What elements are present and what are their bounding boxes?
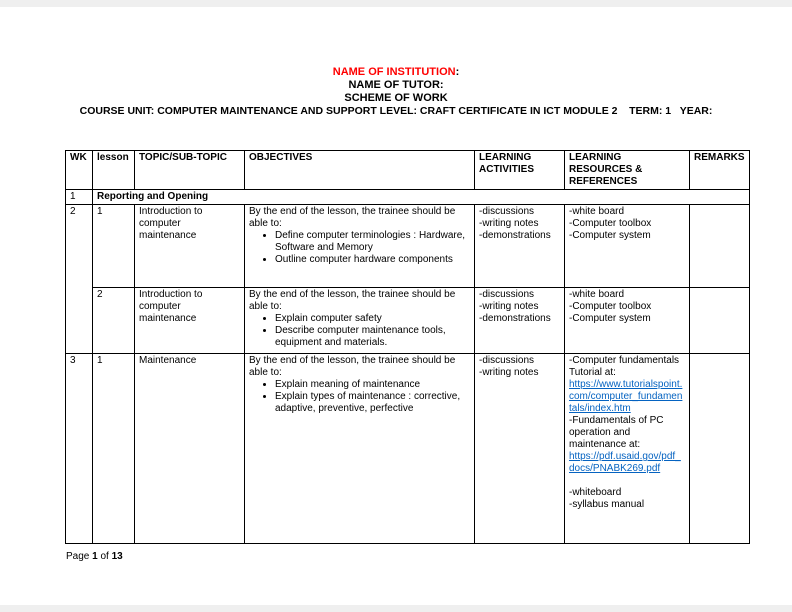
lesson-cell: 1 [93, 354, 135, 544]
col-header-lesson: lesson [93, 151, 135, 190]
resource-item: -white board [569, 206, 625, 217]
resource-item: -whiteboard [569, 487, 622, 498]
usaid-pdf-link[interactable]: https://pdf.usaid.gov/pdf_docs/PNABK269.pdf [569, 451, 681, 474]
document-header [0, 66, 792, 118]
institution-line [0, 66, 792, 79]
institution-colon: : [455, 66, 460, 78]
table-row [66, 288, 750, 354]
objectives-bullet-list [249, 379, 470, 415]
col-header-resources: LEARNING RESOURCES & REFERENCES [565, 151, 690, 190]
col-header-wk: WK [66, 151, 93, 190]
activity-item: -demonstrations [479, 230, 551, 241]
footer-page-number: 1 [92, 551, 98, 562]
table-header-row [66, 151, 750, 190]
objectives-intro: By the end of the lesson, the trainee should be able to: [249, 206, 456, 229]
resource-item: -Computer fundamentals Tutorial at: [569, 355, 680, 378]
objective-bullet: • Explain meaning of maintenance [275, 379, 470, 391]
resources-cell [565, 354, 690, 544]
activity-item: -discussions [479, 206, 535, 217]
activity-item: -discussions [479, 289, 535, 300]
objective-bullet: • Explain computer safety [275, 313, 470, 325]
course-unit-line: COURSE UNIT: COMPUTER MAINTENANCE AND SUPPORT LEVEL: CRAFT CERTIFICATE IN ICT MODULE 2 TERM: 1 YEAR: [79, 105, 713, 117]
lesson-cell: 1 [93, 205, 135, 288]
institution-label: NAME OF INSTITUTION [332, 66, 456, 78]
objective-bullet: • Describe computer maintenance tools, equipment and materials. [275, 325, 470, 349]
tutor-line: NAME OF TUTOR: [348, 79, 444, 91]
topic-cell: Maintenance [135, 354, 245, 544]
resources-cell [565, 288, 690, 354]
wk-cell: 2 [66, 205, 93, 354]
remarks-cell [690, 354, 750, 544]
activities-cell [475, 354, 565, 544]
footer-of: of [97, 551, 112, 562]
activity-item: -writing notes [479, 301, 539, 312]
col-header-objectives: OBJECTIVES [245, 151, 475, 190]
objectives-intro: By the end of the lesson, the trainee should be able to: [249, 355, 456, 378]
footer-prefix: Page [66, 551, 93, 562]
topic-cell: Introduction to computer maintenance [135, 288, 245, 354]
col-header-topic: TOPIC/SUB-TOPIC [135, 151, 245, 190]
resource-item: -Computer system [569, 230, 651, 241]
resource-item: -Computer toolbox [569, 301, 652, 312]
wk-cell: 3 [66, 354, 93, 544]
activity-item: -writing notes [479, 367, 539, 378]
activity-item: -discussions [479, 355, 535, 366]
activities-cell [475, 288, 565, 354]
viewer-edge-bottom [0, 605, 792, 612]
resource-item: -white board [569, 289, 625, 300]
activity-item: -writing notes [479, 218, 539, 229]
objectives-cell [245, 354, 475, 544]
topic-cell: Introduction to computer maintenance [135, 205, 245, 288]
objectives-cell [245, 288, 475, 354]
objective-bullet: • Explain types of maintenance : corrective, adaptive, preventive, perfective [275, 391, 470, 415]
blank-line [569, 475, 685, 487]
col-header-remarks: REMARKS [690, 151, 750, 190]
table-row [66, 354, 750, 544]
activity-item: -demonstrations [479, 313, 551, 324]
resources-cell [565, 205, 690, 288]
resource-item: -syllabus manual [569, 499, 645, 510]
remarks-cell [690, 205, 750, 288]
scheme-of-work-table [65, 150, 750, 544]
objectives-cell [245, 205, 475, 288]
lesson-cell: 2 [93, 288, 135, 354]
objectives-bullet-list [249, 313, 470, 349]
activities-cell [475, 205, 565, 288]
remarks-cell [690, 288, 750, 354]
col-header-activities: LEARNING ACTIVITIES [475, 151, 565, 190]
resource-item: -Computer system [569, 313, 651, 324]
objectives-intro: By the end of the lesson, the trainee should be able to: [249, 289, 456, 312]
scheme-title: SCHEME OF WORK [344, 92, 448, 104]
page-footer [66, 551, 123, 562]
resource-item: -Computer toolbox [569, 218, 652, 229]
footer-page-total: 13 [111, 551, 123, 562]
objective-bullet: • Define computer terminologies : Hardware, Software and Memory [275, 230, 470, 254]
section-title-cell: Reporting and Opening [93, 190, 750, 205]
objectives-bullet-list [249, 230, 470, 266]
viewer-edge-top [0, 0, 792, 7]
section-row [66, 190, 750, 205]
tutorialspoint-link[interactable]: https://www.tutorialspoint.com/computer_fundamentals/index.htm [569, 379, 683, 414]
resource-item: -Fundamentals of PC operation and maintenance at: [569, 415, 664, 450]
objective-bullet: • Outline computer hardware components [275, 254, 470, 266]
wk-cell: 1 [66, 190, 93, 205]
table-row [66, 205, 750, 288]
